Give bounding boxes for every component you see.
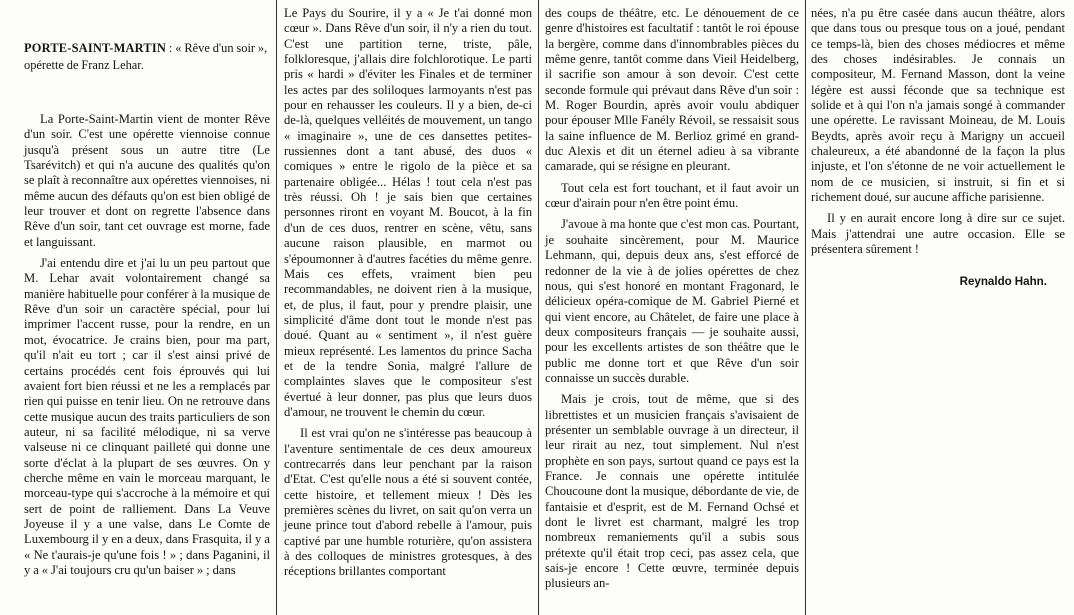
article-headline bbox=[24, 40, 270, 74]
paragraph: Il est vrai qu'on ne s'intéresse pas beaucoup à l'aventure sentimentale de ces deux amoureux contrecarrés dans leur penchant par la raison d'Etat. C'est qu'elle nous a été si souvent contée, cette histoire, et tellement mieux ! Dès les premières scènes du livret, on sait qu'on verra un jeune prince tout d'abord rebelle à l'amour, puis captivé par une humble roturière, qu'on assistera à des colloques de ministres grotesques, à des réceptions brillantes comportant bbox=[284, 426, 532, 579]
paragraph: Mais je crois, tout de même, que si des librettistes et un musicien français s'avisaient de présenter un semblable ouvrage à un directeur, il leur rirait au nez, tout simplement. Nul n'est prophète en son pays, surtout quand ce pays est la France. Je connais une opérette intitulée Choucoune dont la musique, débordante de vie, de fantaisie et d'esprit, est de M. Fernand Ochsé et dont le livret est charmant, malgré les trop nombreux remaniements qu'il a subis sous prétexte qu'il était trop ceci, pas assez cela, que sais-je encore ! Cette œuvre, terminée depuis plusieurs an- bbox=[545, 392, 799, 591]
paragraph: nées, n'a pu être casée dans aucun théâtre, alors que dans tous ou presque tous on a joué, pendant ce temps-là, bien des choses médiocres et même des choses indésirables. Je connais un compositeur, M. Fernand Masson, dont la veine légère est aussi féconde que sa technique est solide et à qui l'on n'a jamais songé à commander une opérette. Le ravissant Moineau, de M. Louis Beydts, après avoir reçu à Marigny un accueil chaleureux, a été abandonné de la façon la plus injuste, et l'on s'étonne de ne voir actuellement le nom de ce musicien, si instruit, si fin et si richement doué, sur aucune affiche parisienne. bbox=[811, 6, 1065, 205]
paragraph: J'ai entendu dire et j'ai lu un peu partout que M. Lehar avait volontairement changé sa manière habituelle pour conférer à la musique de Rêve d'un soir un caractère spécial, pour lui imprimer l'accent russe, pour la rendre, en un mot, évocatrice. Je crains bien, pour ma part, qu'il n'ait eu tort ; car il s'est ainsi privé de certains procédés cent fois éprouvés qui lui avaient fort bien réussi et ne les a remplacés par rien qui puisse en tenir lieu. On ne retrouve dans cette musique aucun des traits particuliers de son auteur, ni sa facilité mélodique, ni sa verve valseuse ni ce clinquant pailleté qui donne une sorte d'éclat à la plupart de ses œuvres. On y cherche même en vain le morceau marquant, le morceau-type qui s'accroche à la mémoire et qui sert de point de ralliement. Dans La Veuve Joyeuse il y a une valse, dans Le Comte de Luxembourg il y en a deux, dans Frasquita, il y a « Ne t'aurais-je qu'une fois ! » ; dans Paganini, il y a « J'ai toujours cru qu'un baiser » ; dans bbox=[24, 256, 270, 577]
article-column-2 bbox=[276, 0, 540, 615]
article-column-1 bbox=[16, 0, 278, 615]
article-column-4 bbox=[803, 0, 1073, 615]
paragraph: Le Pays du Sourire, il y a « Je t'ai donné mon cœur ». Dans Rêve d'un soir, il n'y a rien du tout. C'est une partition terne, triste, pâle, folkloresque, j'allais dire folchlorotique. Le parti pris « hardi » d'éviter les Finales et de terminer les actes par des soliloques larmoyants n'est pas pour en rehausser les couleurs. Il y a bien, de-ci de-là, quelques velléités de mouvement, un tango « imaginaire », une de ces dansettes petites-russiennes dont a tant abusé, des duos « comiques » entre le rigolo de la pièce et sa partenaire obligée... Hélas ! tout cela n'est pas très réussi. Oh ! je sais bien que certaines personnes riront en voyant M. Boucot, à la fin d'un de ces duos, rentrer en scène, vêtu, sans aucune raison plausible, en marmot ou s'époumonner à d'autres facéties du même genre. Mais ces effets, vraiment bien peu recommandables, ne doivent rien à la musique, et, de plus, il faut, pour y prendre plaisir, une simplicité d'âme dont tout le monde n'est pas doué. Quant au « sentiment », il n'est guère mieux représenté. Les lamentos du prince Sacha et de la tendre Sonia, malgré l'allure de complaintes slaves que le compositeur s'est évertué à leur donner, pas plus que leurs duos d'amour, ne trouvent le chemin du cœur. bbox=[284, 6, 532, 419]
paragraph: Il y en aurait encore long à dire sur ce sujet. Mais j'attendrai une autre occasion. Elle se présentera sûrement ! bbox=[811, 211, 1065, 257]
paragraph: des coups de théâtre, etc. Le dénouement de ce genre d'histoires est facultatif : tantôt le roi épouse la bergère, comme dans d'innombrables pièces du même genre, tantôt comme dans Vieil Heidelberg, il sacrifie son amour à son devoir. C'est cette seconde formule qui prévaut dans Rêve d'un soir : M. Roger Bourdin, après avoir voulu abdiquer pour épouser Mlle Fanély Révoil, se ressaisit sous la saine influence de M. Berlioz grimé en grand-duc Alexis et dit un éternel adieu à sa vibrante camarade, qui se résigne en pleurant. bbox=[545, 6, 799, 174]
author-signature: Reynaldo Hahn. bbox=[959, 274, 1047, 288]
paragraph: La Porte-Saint-Martin vient de monter Rêve d'un soir. C'est une opérette viennoise connue jusqu'à présent sous un autre titre (Le Tsarévitch) et qui n'a aucune des qualités qu'on se plaît à reconnaître aux opérettes viennoises, ni même aucun des défauts qu'on est bien obligé de leur trouver et dont on regrette l'absence dans Rêve d'un soir, tant cet ouvrage est morne, fade et languissant. bbox=[24, 112, 270, 249]
paragraph: J'avoue à ma honte que c'est mon cas. Pourtant, je souhaite sincèrement, pour M. Maurice Lehmann, qui, depuis deux ans, s'est efforcé de redonner de la vie à de jolies opérettes de chez nous, qui s'est honoré en montant Fragonard, le délicieux opéra-comique de M. Gabriel Pierné et qui vient encore, au Châtelet, de faire une place à deux compositeurs français — je souhaite aussi, pour les excellents artistes de son théâtre que le public me donne tort et que Rêve d'un soir connaisse un succès durable. bbox=[545, 217, 799, 385]
headline-subtitle: : « Rêve d'un soir », opérette de Franz Lehar. bbox=[24, 41, 268, 72]
paragraph: Tout cela est fort touchant, et il faut avoir un cœur d'airain pour n'en être point ému. bbox=[545, 180, 799, 211]
theatre-name: PORTE-SAINT-MARTIN bbox=[24, 41, 167, 55]
article-column-3 bbox=[537, 0, 807, 615]
